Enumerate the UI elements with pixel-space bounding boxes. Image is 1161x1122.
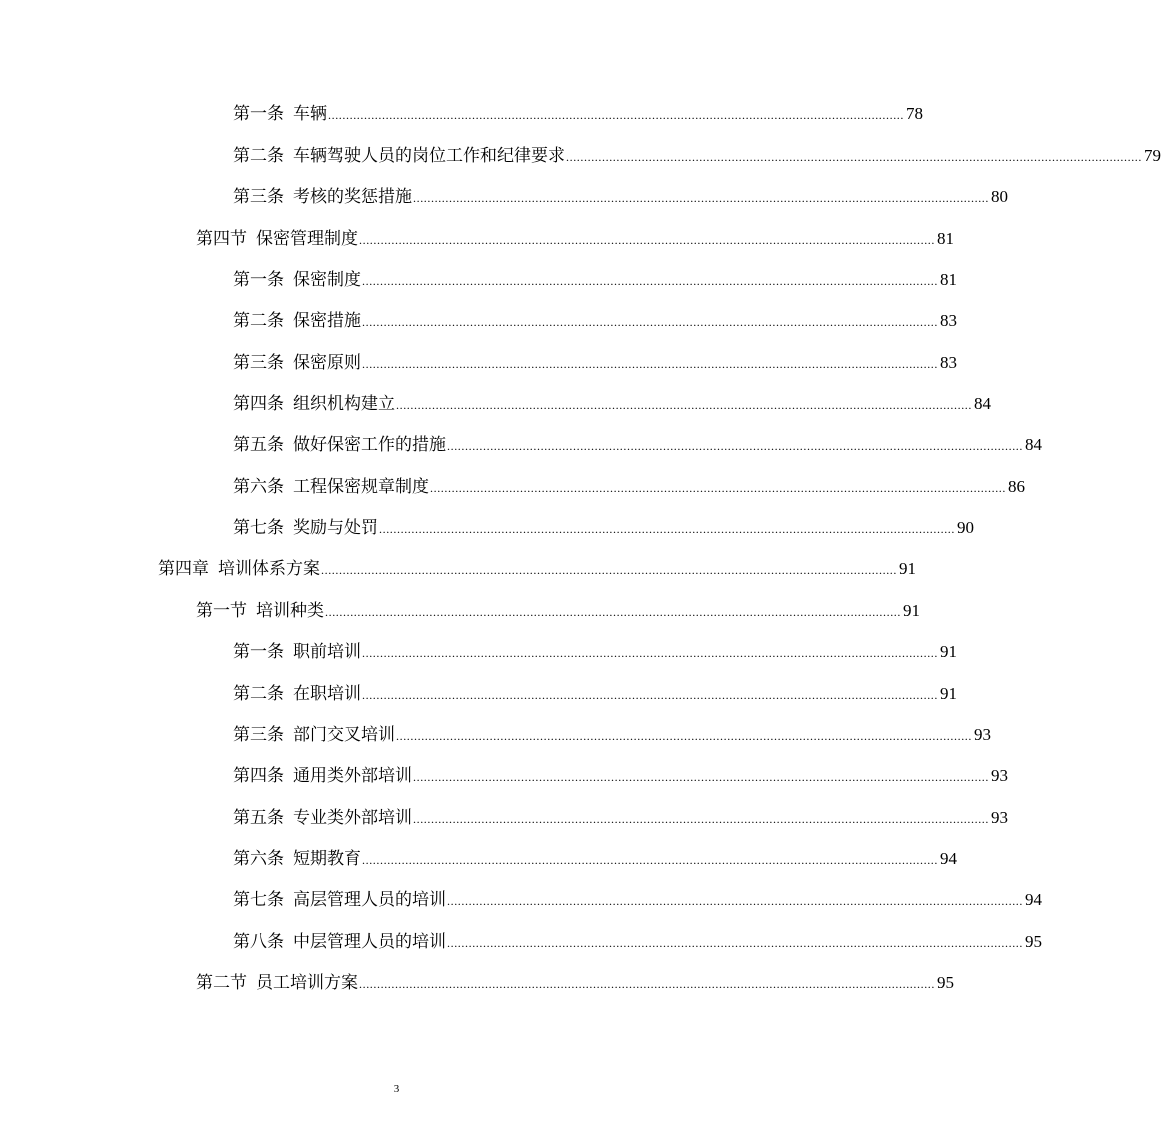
toc-dot-leader: ................................................................................................................................................................ (359, 233, 935, 247)
toc-dot-leader: ................................................................................................................................................................ (362, 274, 938, 288)
toc-entry[interactable] (233, 675, 957, 705)
toc-entry-number: 第一条 (233, 104, 284, 124)
toc-entry-title: 专业类外部培训 (293, 808, 412, 828)
toc-dot-leader: ................................................................................................................................................................ (447, 439, 1023, 453)
toc-entry[interactable] (196, 964, 954, 994)
toc-entry[interactable] (233, 137, 1161, 167)
toc-entry-title: 部门交叉培训 (293, 725, 395, 745)
toc-entry-title: 保密措施 (293, 311, 361, 331)
toc-entry-number: 第三条 (233, 187, 284, 207)
toc-entry-page: 91 (903, 601, 920, 620)
toc-entry-number: 第七条 (233, 518, 284, 538)
toc-entry-page: 93 (991, 766, 1008, 785)
toc-entry-number: 第二节 (196, 973, 247, 993)
toc-entry-title: 在职培训 (293, 684, 361, 704)
toc-entry-number: 第六条 (233, 849, 284, 869)
toc-entry-title: 保密原则 (293, 353, 361, 373)
toc-entry-number: 第七条 (233, 890, 284, 910)
page-number: 3 (393, 1083, 400, 1095)
toc-entry[interactable] (233, 468, 1025, 498)
toc-entry-number: 第四条 (233, 766, 284, 786)
toc-entry-title: 保密管理制度 (256, 229, 358, 249)
toc-dot-leader: ................................................................................................................................................................ (447, 894, 1023, 908)
toc-entry-title: 高层管理人员的培训 (293, 890, 446, 910)
toc-entry-title: 员工培训方案 (256, 973, 358, 993)
toc-entry-page: 91 (940, 684, 957, 703)
toc-entry-page: 81 (937, 229, 954, 248)
toc-entry-title: 车辆 (293, 104, 327, 124)
toc-entry-number: 第八条 (233, 932, 284, 952)
toc-entry-page: 95 (1025, 932, 1042, 951)
toc-entry-title: 车辆驾驶人员的岗位工作和纪律要求 (293, 146, 565, 166)
toc-entry-title: 保密制度 (293, 270, 361, 290)
toc-dot-leader: ................................................................................................................................................................ (396, 398, 972, 412)
toc-entry-title: 中层管理人员的培训 (293, 932, 446, 952)
toc-dot-leader: ................................................................................................................................................................ (413, 770, 989, 784)
toc-entry-page: 93 (991, 808, 1008, 827)
toc-dot-leader: ................................................................................................................................................................ (430, 481, 1006, 495)
toc-entry[interactable] (233, 178, 1008, 208)
toc-dot-leader: ................................................................................................................................................................ (359, 977, 935, 991)
toc-entry-number: 第三条 (233, 725, 284, 745)
toc-entry-number: 第三条 (233, 353, 284, 373)
toc-entry-page: 86 (1008, 477, 1025, 496)
toc-dot-leader: ................................................................................................................................................................ (413, 191, 989, 205)
toc-entry-number: 第一条 (233, 270, 284, 290)
toc-entry-title: 通用类外部培训 (293, 766, 412, 786)
toc-entry-number: 第四章 (158, 559, 209, 579)
toc-entry[interactable] (233, 840, 957, 870)
toc-dot-leader: ................................................................................................................................................................ (362, 315, 938, 329)
toc-dot-leader: ................................................................................................................................................................ (396, 729, 972, 743)
toc-entry[interactable] (233, 757, 1008, 787)
toc-entry[interactable] (233, 923, 1042, 953)
toc-entry-title: 考核的奖惩措施 (293, 187, 412, 207)
toc-dot-leader: ................................................................................................................................................................ (362, 357, 938, 371)
toc-entry-title: 短期教育 (293, 849, 361, 869)
toc-entry-page: 78 (906, 104, 923, 123)
toc-entry-page: 91 (899, 559, 916, 578)
toc-entry-number: 第一条 (233, 642, 284, 662)
toc-entry[interactable] (233, 385, 991, 415)
toc-entry-title: 奖励与处罚 (293, 518, 378, 538)
toc-entry-page: 84 (1025, 435, 1042, 454)
toc-entry[interactable] (233, 426, 1042, 456)
toc-dot-leader: ................................................................................................................................................................ (447, 936, 1023, 950)
toc-entry-page: 95 (937, 973, 954, 992)
toc-dot-leader: ................................................................................................................................................................ (362, 853, 938, 867)
toc-entry-page: 84 (974, 394, 991, 413)
toc-dot-leader: ................................................................................................................................................................ (379, 522, 955, 536)
toc-entry-title: 组织机构建立 (293, 394, 395, 414)
toc-entry[interactable] (233, 95, 923, 125)
toc-entry-number: 第二条 (233, 146, 284, 166)
toc-entry-page: 79 (1144, 146, 1161, 165)
toc-dot-leader: ................................................................................................................................................................ (566, 150, 1142, 164)
toc-entry-page: 80 (991, 187, 1008, 206)
toc-entry-title: 做好保密工作的措施 (293, 435, 446, 455)
toc-entry-page: 94 (940, 849, 957, 868)
toc-entry-page: 83 (940, 353, 957, 372)
toc-entry-page: 83 (940, 311, 957, 330)
toc-entry-page: 94 (1025, 890, 1042, 909)
toc-entry-title: 培训体系方案 (218, 559, 320, 579)
toc-entry-title: 培训种类 (256, 601, 324, 621)
toc-entry[interactable] (196, 220, 954, 250)
toc-entry-number: 第六条 (233, 477, 284, 497)
toc-entry-page: 90 (957, 518, 974, 537)
toc-entry[interactable] (196, 592, 920, 622)
toc-entry[interactable] (233, 799, 1008, 829)
toc-dot-leader: ................................................................................................................................................................ (362, 646, 938, 660)
toc-dot-leader: ................................................................................................................................................................ (413, 812, 989, 826)
toc-entry-title: 工程保密规章制度 (293, 477, 429, 497)
toc-dot-leader: ................................................................................................................................................................ (362, 688, 938, 702)
toc-entry-number: 第二条 (233, 684, 284, 704)
toc-entry[interactable] (233, 261, 957, 291)
toc-entry[interactable] (233, 881, 1042, 911)
toc-entry[interactable] (158, 550, 916, 580)
toc-entry[interactable] (233, 344, 957, 374)
toc-entry-number: 第一节 (196, 601, 247, 621)
toc-dot-leader: ................................................................................................................................................................ (328, 108, 904, 122)
toc-entry-page: 81 (940, 270, 957, 289)
toc-entry-title: 职前培训 (293, 642, 361, 662)
toc-entry-number: 第四条 (233, 394, 284, 414)
toc-entry[interactable] (233, 716, 991, 746)
toc-entry-page: 93 (974, 725, 991, 744)
toc-entry-page: 91 (940, 642, 957, 661)
toc-entry-number: 第四节 (196, 229, 247, 249)
toc-dot-leader: ................................................................................................................................................................ (325, 605, 901, 619)
toc-dot-leader: ................................................................................................................................................................ (321, 563, 897, 577)
toc-entry[interactable] (233, 633, 957, 663)
toc-entry[interactable] (233, 302, 957, 332)
toc-entry-number: 第五条 (233, 435, 284, 455)
toc-entry[interactable] (233, 509, 974, 539)
toc-entry-number: 第五条 (233, 808, 284, 828)
toc-entry-number: 第二条 (233, 311, 284, 331)
